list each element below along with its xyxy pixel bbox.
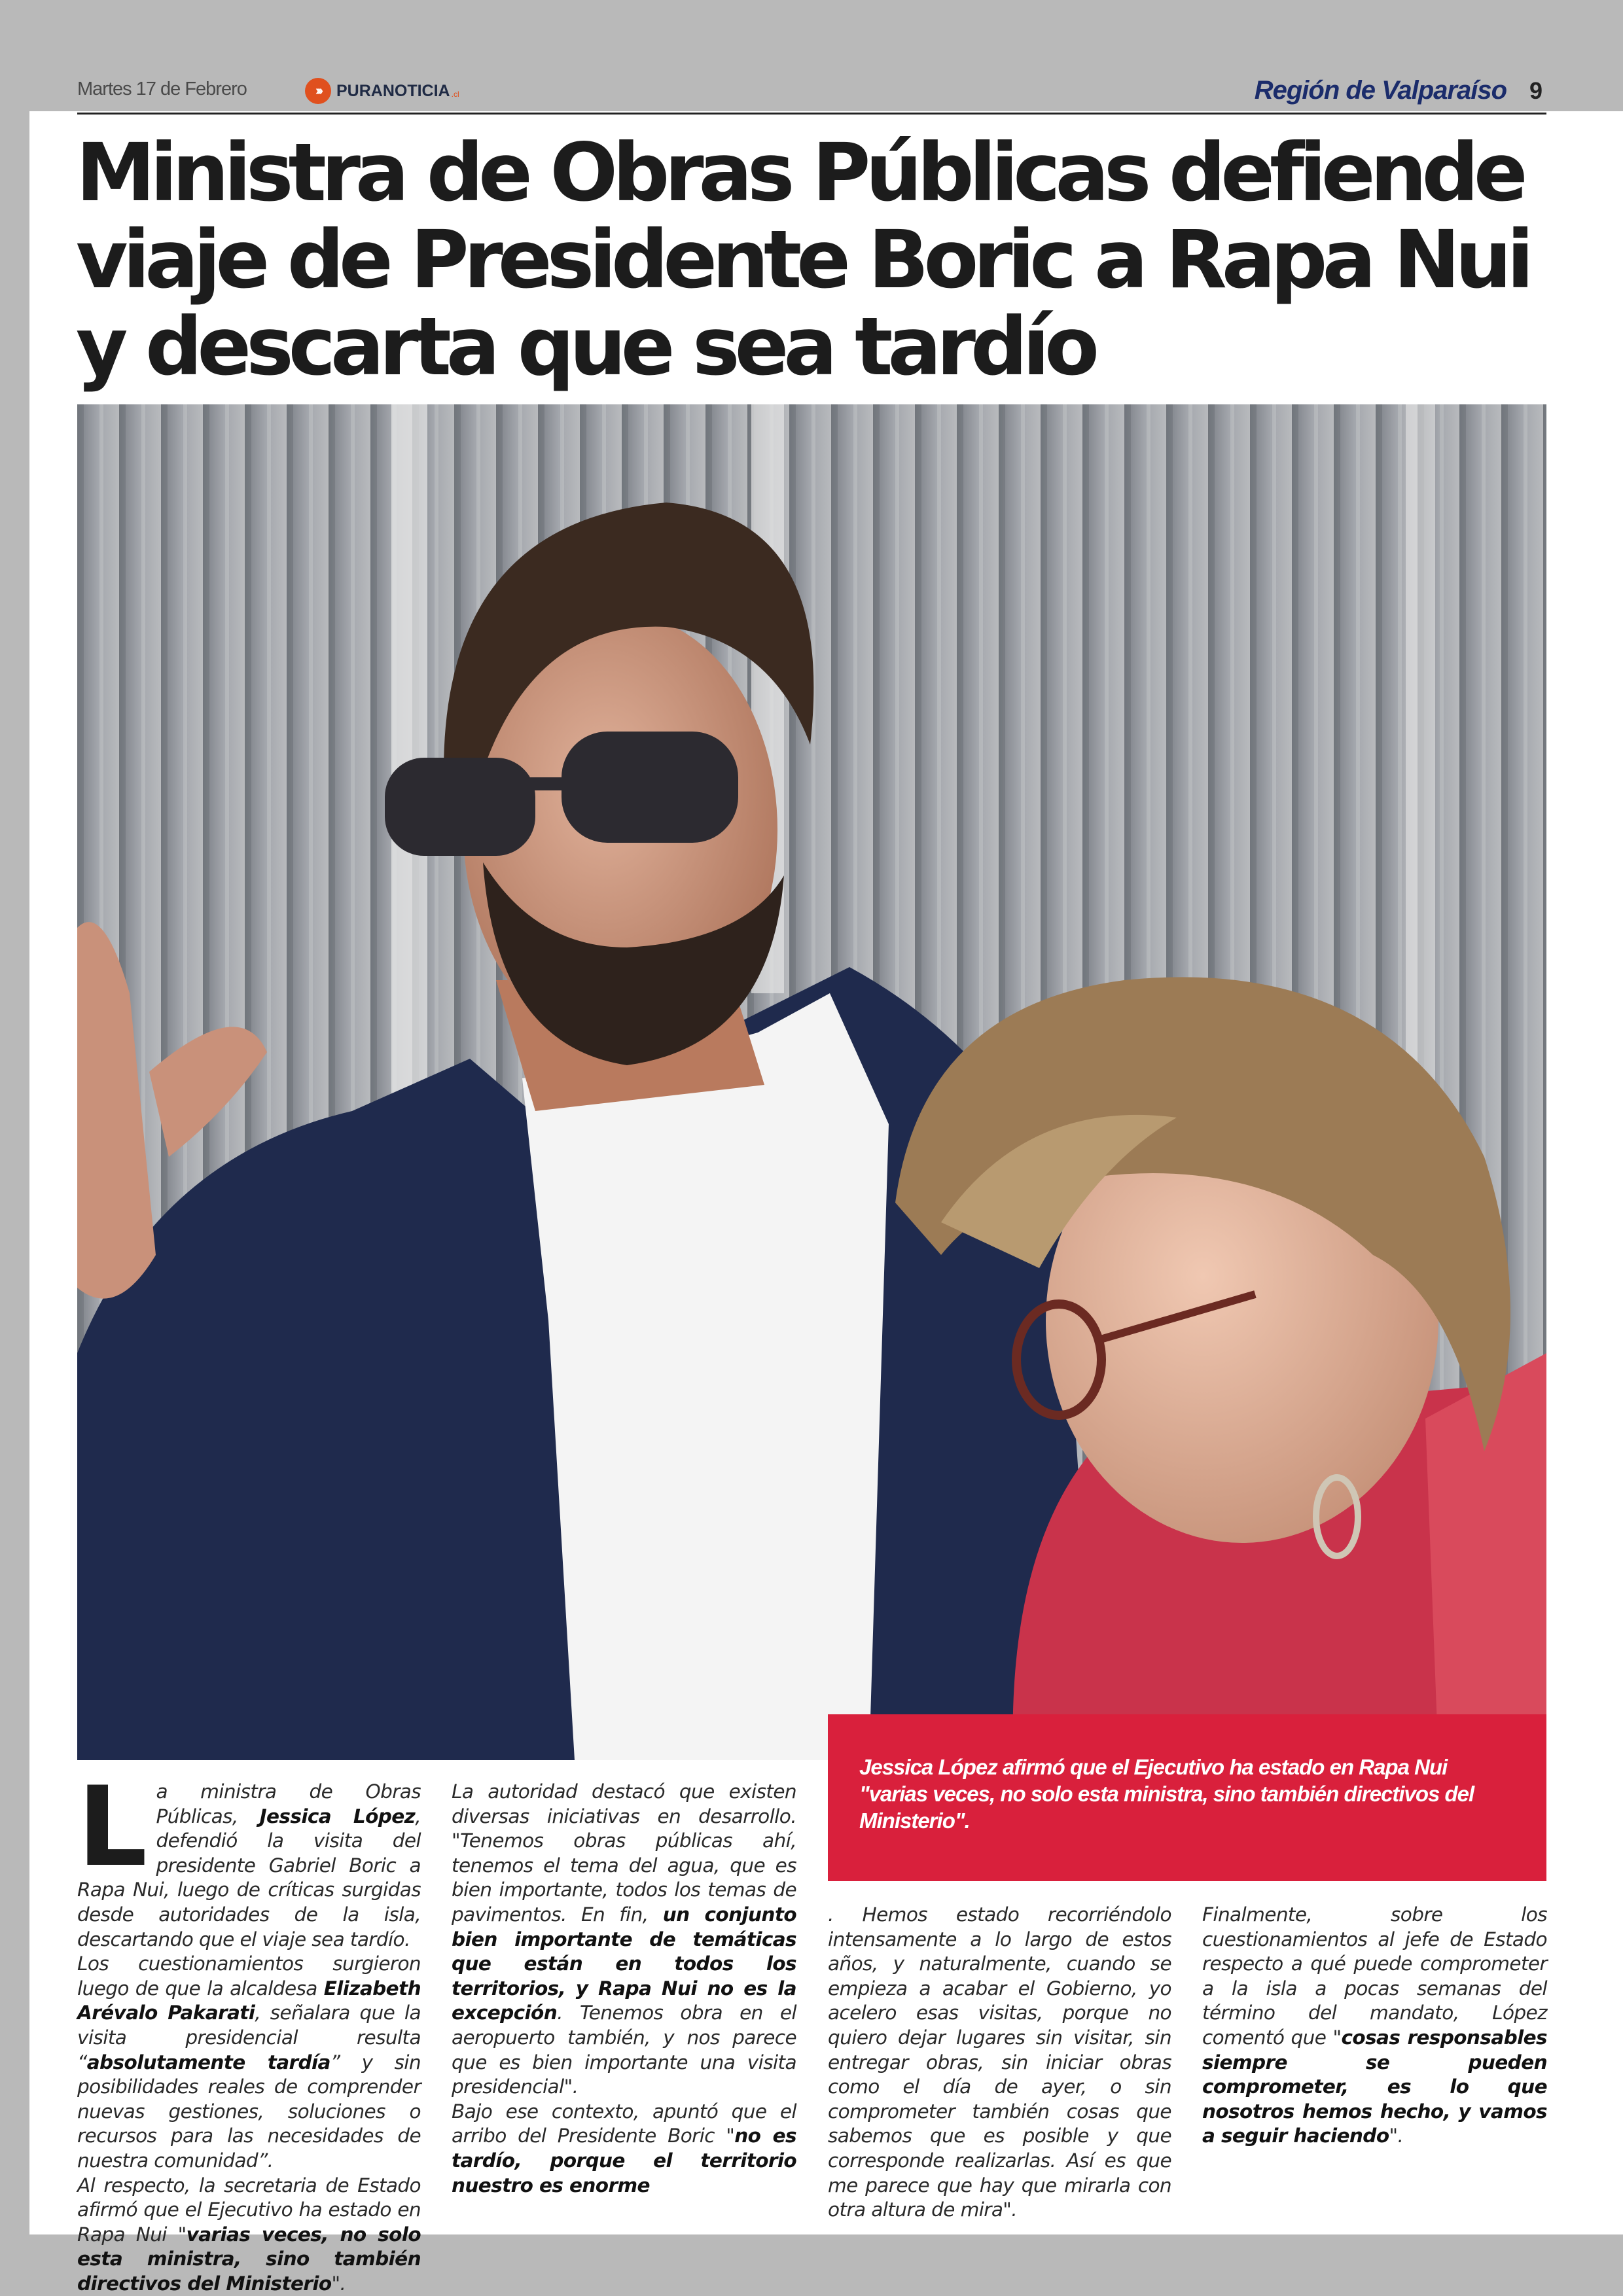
- section-title: Región de Valparaíso: [1255, 76, 1507, 105]
- article-column-3: [828, 1903, 1171, 2223]
- logo-arrows-icon: ›››: [305, 78, 331, 104]
- paragraph: Finalmente, sobre los cuestionamientos al jefe de Estado respecto a qué puede comprometer a la isla a pocas semanas del término del mandato, López comentó que "cosas responsables siempre se pueden comprometer, es lo que nosotros hemos hecho, y vamos a seguir haciendo".: [1202, 1903, 1547, 2149]
- photo-caption: Jessica López afirmó que el Ejecutivo ha estado en Rapa Nui "varias veces, no solo esta ministra, sino también directivos del Ministerio".: [828, 1714, 1546, 1881]
- article-column-4: [1202, 1903, 1547, 2149]
- header-divider: [77, 113, 1546, 115]
- dropcap: L: [77, 1785, 147, 1869]
- page-number: 9: [1529, 77, 1543, 105]
- header-date: Martes 17 de Febrero: [77, 79, 247, 100]
- logo-name: PURANOTICIA: [336, 82, 450, 101]
- article-column-1: [77, 1780, 421, 2296]
- paragraph: Los cuestionamientos surgieron luego de que la alcaldesa Elizabeth Arévalo Pakarati, señalara que la visita presidencial resulta “absolutamente tardía” y sin posibilidades reales de comprender nuevas gestiones, soluciones o recursos para las necesidades de nuestra comunidad”.: [77, 1952, 421, 2173]
- article-headline: Ministra de Obras Públicas defiende viaje de Presidente Boric a Rapa Nui y descarta que sea tardío: [76, 130, 1581, 391]
- paragraph: Al respecto, la secretaria de Estado afirmó que el Ejecutivo ha estado en Rapa Nui "varias veces, no solo esta ministra, sino también directivos del Ministerio".: [77, 2174, 421, 2296]
- article-photo: [77, 404, 1546, 1760]
- publication-logo: [305, 77, 459, 105]
- paragraph: La autoridad destacó que existen diversas iniciativas en desarrollo. "Tenemos obras públicas ahí, tenemos el tema del agua, que es bien importante, todos los temas de pavimentos. En fin, un conjunto bien importante de temáticas que están en todos los territorios, y Rapa Nui no es la excepción. Tenemos obra en el aeropuerto también, y nos parece que es bien importante una visita presidencial".: [452, 1780, 796, 2100]
- logo-tld: .cl: [452, 90, 459, 99]
- paragraph: La ministra de Obras Públicas, Jessica López, defendió la visita del presidente Gabriel Boric a Rapa Nui, luego de críticas surgidas desde autoridades de la isla, descartando que el viaje sea tardío.: [77, 1780, 421, 1952]
- paragraph: . Hemos estado recorriéndolo intensamente a lo largo de estos años, y naturalmente, cuando se empieza a acabar el Gobierno, yo acelero esas visitas, porque no quiero dejar lugares sin visitar, sin entregar obras, sin iniciar obras como el día de ayer, o sin comprometer también cosas que sabemos que es posible y que corresponde realizarlas. Así es que me parece que hay que mirarla con otra altura de mira".: [828, 1903, 1171, 2223]
- article-column-2: [452, 1780, 796, 2198]
- paragraph: Bajo ese contexto, apuntó que el arribo del Presidente Boric "no es tardío, porque el territorio nuestro es enorme: [452, 2100, 796, 2198]
